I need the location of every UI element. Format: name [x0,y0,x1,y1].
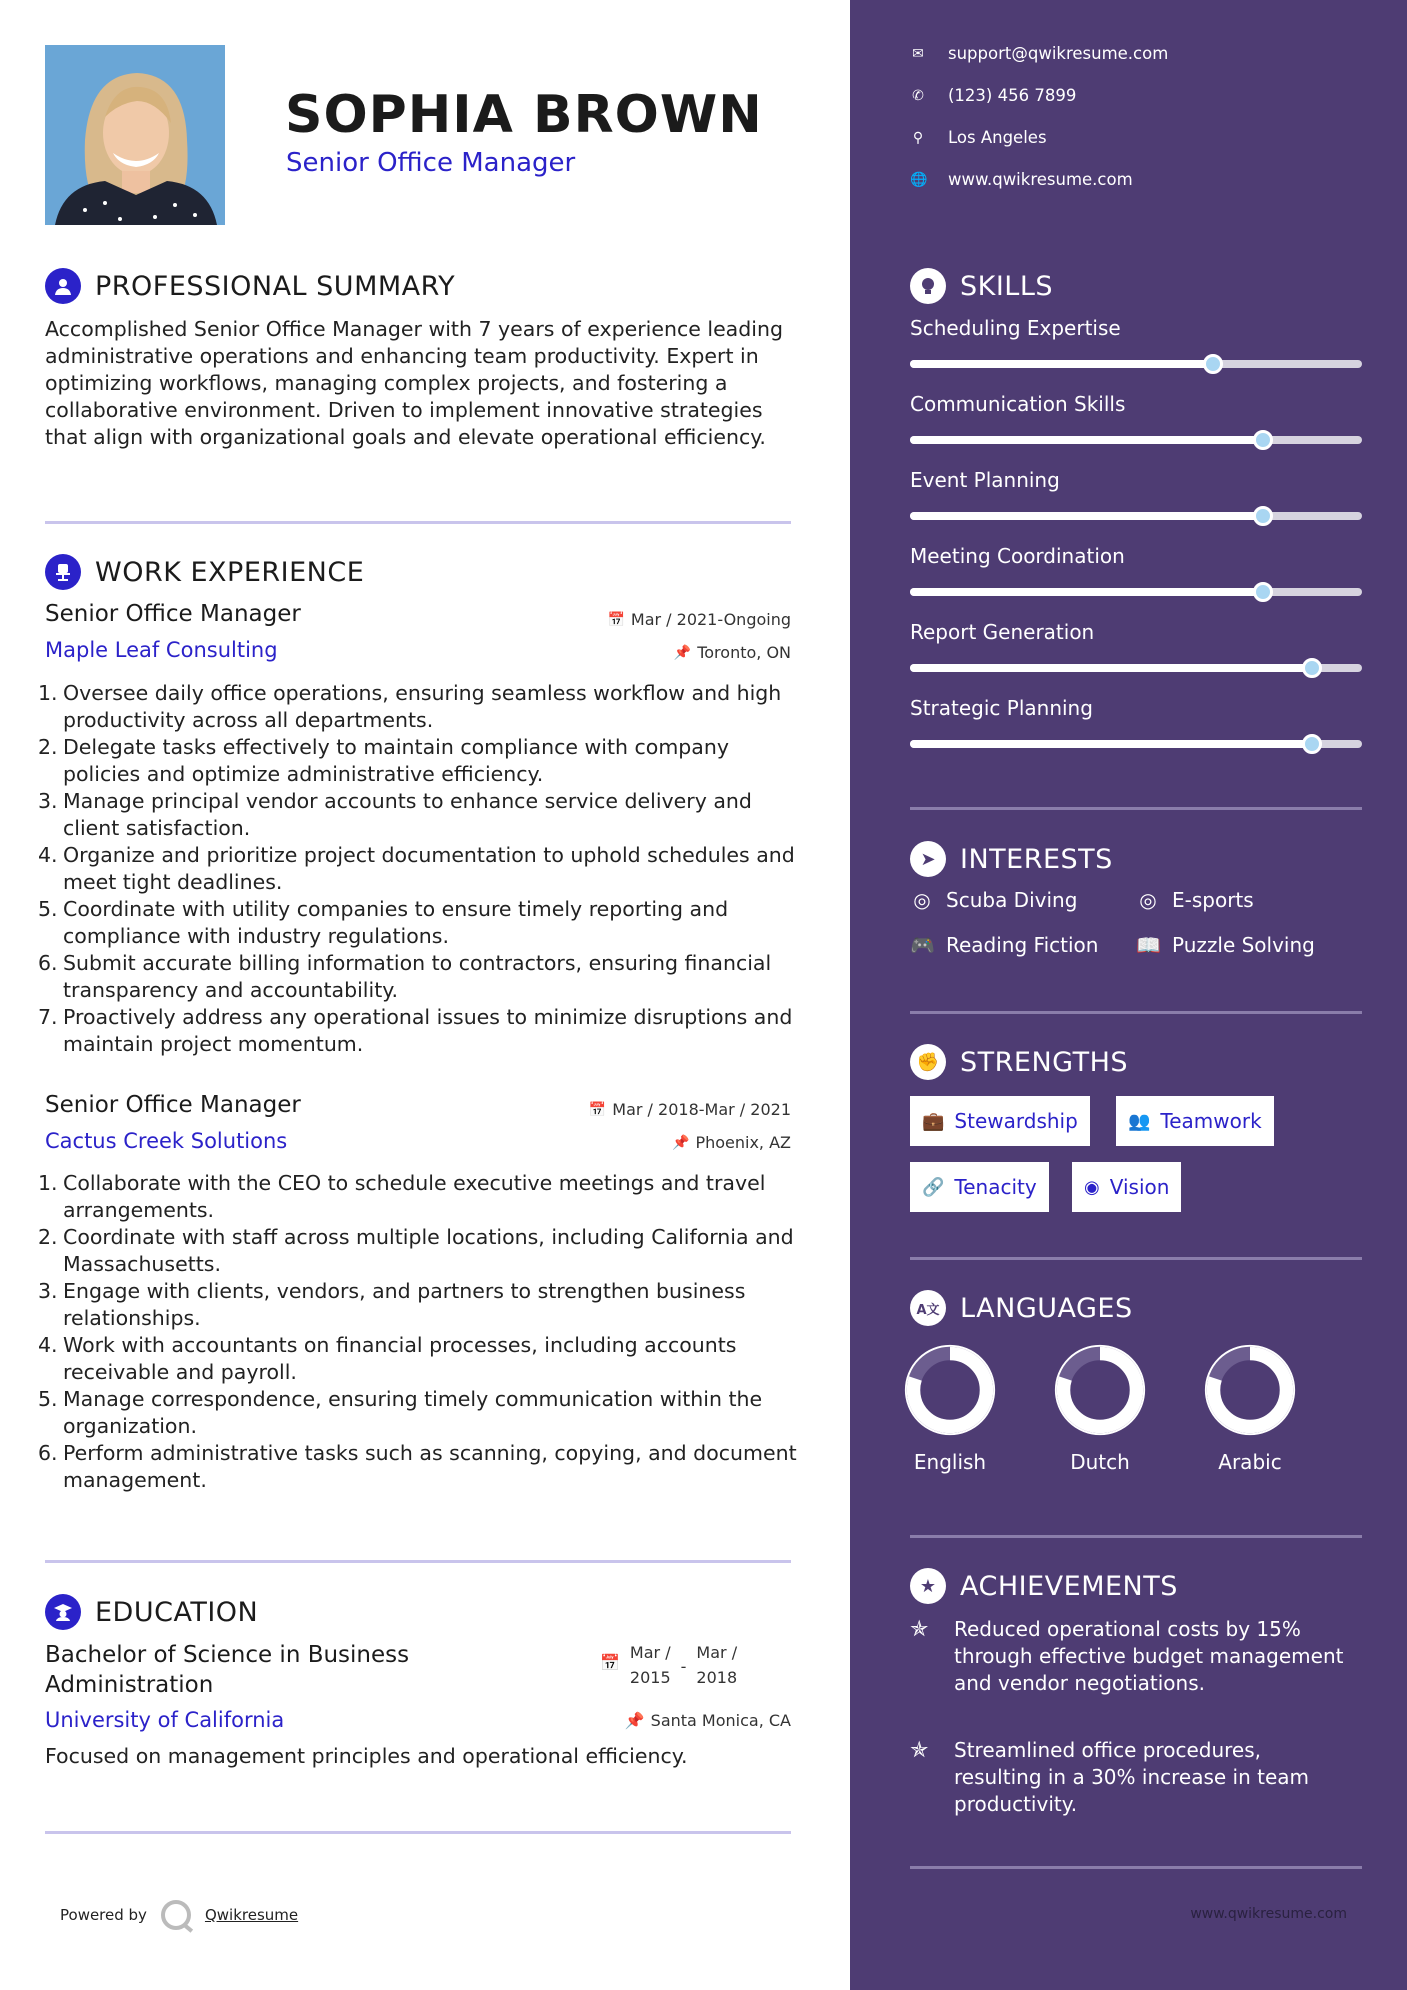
gamepad-icon: 🎮 [910,933,935,957]
skill-bar-fill [910,360,1213,368]
languages-title: LANGUAGES [960,1292,1133,1324]
interest-label: Puzzle Solving [1172,933,1315,957]
education-start [630,1640,671,1690]
calendar-icon: 📅 [588,1101,607,1118]
summary-title: PROFESSIONAL SUMMARY [95,270,456,302]
strengths-heading [910,1044,1128,1080]
section-divider [910,1011,1362,1014]
list-item: Collaborate with the CEO to schedule executive meetings and travel arrangements. [63,1171,766,1222]
job-company: Maple Leaf Consulting [45,638,278,662]
graduate-icon [45,1594,81,1630]
skill-bar-fill [910,740,1312,748]
education-location-text: Santa Monica, CA [650,1711,791,1730]
user-icon [45,268,81,304]
experience-title: WORK EXPERIENCE [95,556,365,588]
list-item: Perform administrative tasks such as scanning, copying, and document management. [63,1441,797,1492]
footer-url[interactable]: www.qwikresume.com [1190,1906,1347,1922]
map-marker-icon: ⚲ [912,129,924,146]
list-item: Manage correspondence, ensuring timely communication within the organization. [63,1387,763,1438]
section-divider [45,1560,791,1563]
job-dates-text: Mar / 2018-Mar / 2021 [612,1100,791,1119]
contact-website-text: www.qwikresume.com [948,170,1133,189]
strength-chip [910,1096,1090,1146]
strength-chip [1116,1096,1274,1146]
list-item: Coordinate with utility companies to ensure timely reporting and compliance with industry regulations. [63,897,729,948]
skill-bar-fill [910,436,1263,444]
sidebar [850,0,1407,1990]
skill-level-knob [1302,658,1322,678]
powered-by [60,1900,298,1930]
job-dates-text: Mar / 2021-Ongoing [630,610,791,629]
briefcase-icon: 💼 [922,1110,945,1132]
interest-label: Scuba Diving [946,888,1078,912]
calendar-icon: 📅 [607,611,625,628]
achievements-title: ACHIEVEMENTS [960,1570,1178,1602]
achievement-item [910,1737,1350,1818]
pin-icon: 📌 [673,644,692,661]
contact-email-text: support@qwikresume.com [948,44,1169,63]
contact-phone[interactable] [910,86,1076,105]
binoculars-icon: ◉ [1084,1176,1100,1198]
skill-name: Report Generation [910,620,1095,644]
skill-level-knob [1253,582,1273,602]
education-start-month: Mar / [629,1643,671,1662]
link-icon: 🔗 [922,1176,945,1198]
list-item: Proactively address any operational issues to minimize disruptions and maintain project momentum. [63,1005,793,1056]
skill-name: Event Planning [910,468,1060,492]
interest-item [1136,888,1254,912]
language-item [1035,1342,1165,1474]
skills-title: SKILLS [960,270,1054,302]
interest-label: Reading Fiction [946,933,1099,957]
skill-bar [910,588,1362,596]
star-icon: ✯ [910,1738,929,1763]
job-company: Cactus Creek Solutions [45,1129,288,1153]
contact-email[interactable] [910,44,1168,63]
powered-by-label: Powered by [60,1906,147,1924]
job-duties-list [38,1170,798,1494]
list-item: Engage with clients, vendors, and partners to strengthen business relationships. [63,1279,746,1330]
portrait-image [45,45,225,225]
list-item: Manage principal vendor accounts to enhance service delivery and client satisfaction. [63,789,752,840]
job-dates [607,610,791,629]
language-name: English [913,1450,987,1474]
education-school: University of California [45,1708,285,1732]
education-description: Focused on management principles and operational efficiency. [45,1744,688,1768]
phone-icon: ✆ [912,87,924,104]
skill-bar [910,512,1362,520]
language-item [885,1342,1015,1474]
job-duties-list [38,680,798,1058]
star-badge-icon: ★ [910,1568,946,1604]
language-ring [1202,1342,1298,1438]
job-location [672,1133,791,1152]
paper-plane-icon: ➤ [910,841,946,877]
list-item: Oversee daily office operations, ensuring seamless workflow and high productivity across all departments. [63,681,782,732]
profile-photo [45,45,225,225]
job-title: Senior Office Manager [45,1092,301,1118]
language-name: Dutch [1070,1450,1130,1474]
skill-bar [910,360,1362,368]
fist-icon: ✊ [910,1044,946,1080]
job-title: Senior Office Manager [45,601,301,627]
job-location-text: Toronto, ON [697,643,791,662]
interests-heading [910,841,1113,877]
strength-label: Tenacity [954,1175,1037,1199]
strength-label: Vision [1109,1175,1170,1199]
education-location [625,1711,791,1730]
achievements-heading [910,1568,1178,1604]
language-name: Arabic [1218,1450,1282,1474]
skill-bar [910,436,1362,444]
skills-heading [910,268,1053,304]
education-end-month: Mar / [696,1643,738,1662]
envelope-icon: ✉ [912,45,924,62]
skill-name: Strategic Planning [910,696,1093,720]
skill-name: Meeting Coordination [910,544,1125,568]
section-divider [45,521,791,524]
achievement-text: Streamlined office procedures, resulting in a 30% increase in team productivity. [954,1738,1310,1816]
users-icon: 👥 [1128,1110,1151,1132]
section-divider [910,1257,1362,1260]
skill-level-knob [1253,430,1273,450]
qwikresume-logo-icon [161,1900,191,1930]
list-item: Delegate tasks effectively to maintain compliance with company policies and optimize administrative efficiency. [63,735,729,786]
contact-phone-text: (123) 456 7899 [948,86,1077,105]
job-dates [589,1100,791,1119]
lightbulb-icon [910,268,946,304]
calendar-icon: 📅 [600,1653,620,1672]
language-item [1185,1342,1315,1474]
skill-name: Scheduling Expertise [910,316,1121,340]
skill-bar-fill [910,664,1312,672]
section-divider [45,1831,791,1834]
skill-name: Communication Skills [910,392,1126,416]
strength-label: Stewardship [954,1109,1078,1133]
section-divider [910,1866,1362,1869]
education-date-separator: - [680,1657,687,1676]
skill-level-knob [1253,506,1273,526]
job-location [674,643,791,662]
skill-level-knob [1203,354,1223,374]
education-degree: Bachelor of Science in Business Administration [45,1642,410,1698]
section-divider [910,807,1362,810]
lifebuoy-icon: ◎ [913,888,931,912]
education-end-year: 2018 [696,1668,738,1687]
globe-icon: 🌐 [910,171,928,188]
list-item: Submit accurate billing information to contractors, ensuring financial transparency and accountability. [63,951,772,1002]
skill-level-knob [1302,734,1322,754]
skill-bar-fill [910,588,1263,596]
interest-item [1136,933,1315,957]
interest-item [910,888,1077,912]
contact-website[interactable] [910,170,1133,189]
job-location-text: Phoenix, AZ [695,1133,791,1152]
office-chair-icon [45,554,81,590]
strength-label: Teamwork [1160,1109,1262,1133]
strengths-title: STRENGTHS [960,1046,1129,1078]
education-dates [600,1640,737,1690]
skill-bar-fill [910,512,1263,520]
education-heading [45,1594,258,1630]
strength-chip [910,1162,1049,1212]
brand-link[interactable]: Qwikresume [204,1906,299,1924]
achievement-item [910,1616,1350,1697]
star-icon: ✯ [910,1617,929,1642]
interests-title: INTERESTS [960,843,1113,875]
lifebuoy-icon: ◎ [1139,888,1157,912]
skill-bar [910,740,1362,748]
pin-icon: 📌 [624,1711,645,1730]
achievement-text: Reduced operational costs by 15% through effective budget management and vendor negotiations. [954,1617,1344,1695]
summary-text: Accomplished Senior Office Manager with 7 years of experience leading administrative operations and enhancing team productivity. Expert in optimizing workflows, managing complex projects, and fostering a collaborative environment. Driven to implement innovative strategies that align with organizational goals and elevate operational efficiency. [45,317,783,449]
book-icon: 📖 [1136,933,1161,957]
candidate-name: SOPHIA BROWN [285,85,763,145]
list-item: Work with accountants on financial processes, including accounts receivable and payroll. [63,1333,737,1384]
language-ring [1052,1342,1148,1438]
language-ring [902,1342,998,1438]
candidate-role: Senior Office Manager [286,148,576,178]
experience-heading [45,554,364,590]
languages-heading [910,1290,1133,1326]
summary-heading [45,268,455,304]
education-start-year: 2015 [629,1668,671,1687]
interest-label: E-sports [1172,888,1254,912]
strength-chip [1072,1162,1181,1212]
contact-location [910,128,1047,147]
education-title: EDUCATION [95,1596,259,1628]
pin-icon: 📌 [672,1134,690,1151]
interest-item [910,933,1098,957]
education-end [696,1640,737,1690]
list-item: Organize and prioritize project documentation to uphold schedules and meet tight deadlines. [63,843,795,894]
skill-bar [910,664,1362,672]
list-item: Coordinate with staff across multiple locations, including California and Massachusetts. [63,1225,794,1276]
contact-location-text: Los Angeles [948,128,1047,147]
language-icon: A文 [910,1290,946,1326]
section-divider [910,1535,1362,1538]
